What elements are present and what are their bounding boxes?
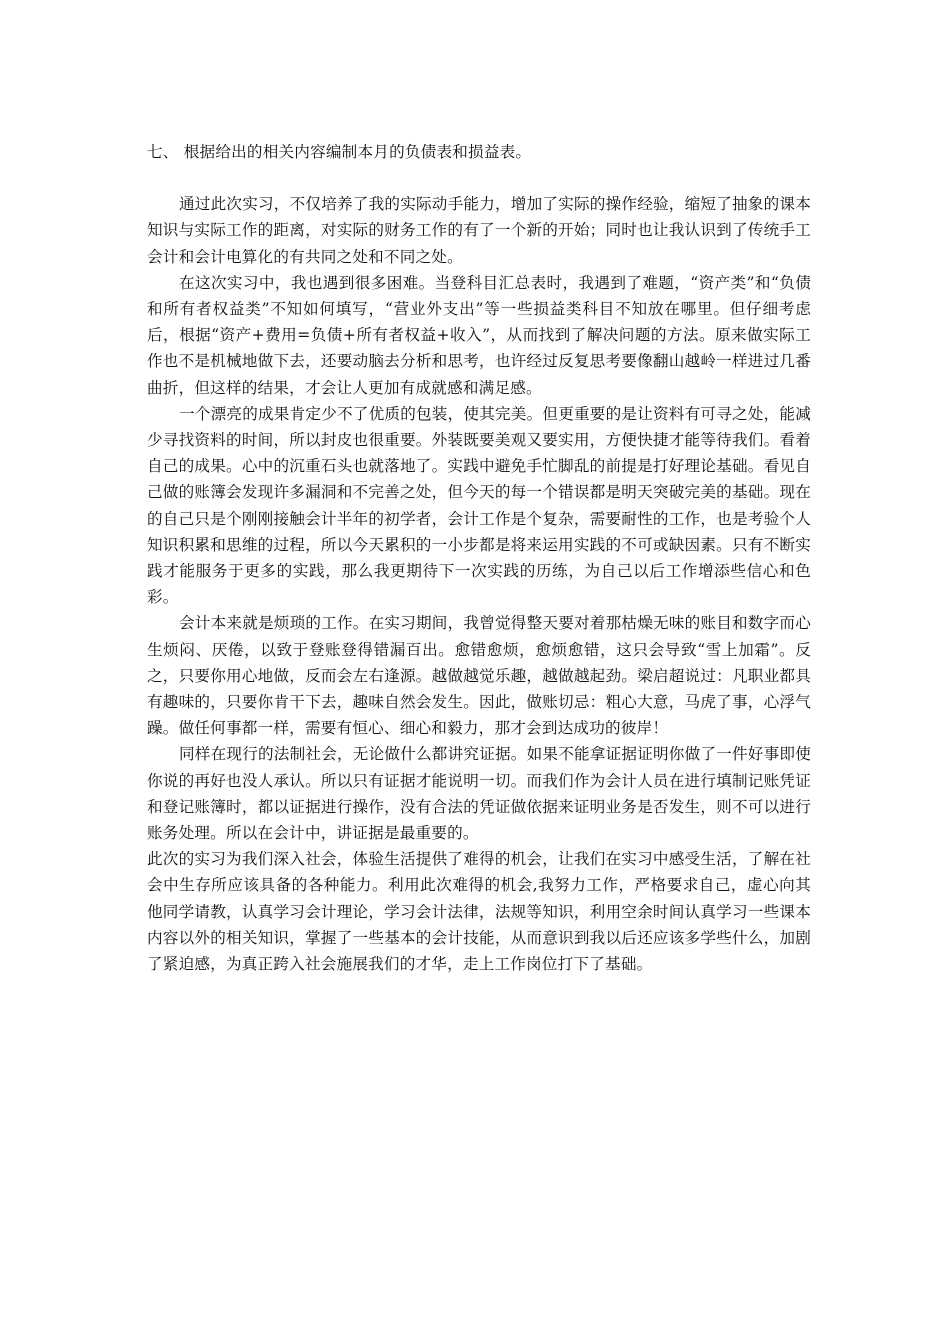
paragraph-packaging-and-practice: 一个漂亮的成果肯定少不了优质的包装，使其完美。但更重要的是让资料有可寻之处，能减少寻找资料的时间，所以封皮也很重要。外装既要美观又要实用，方便快捷才能等待我们。看着自己的成果。心中的沉重石头也就落地了。实践中避免手忙脚乱的前提是打好理论基础。看见自己做的账簿会发现许多漏洞和不完善之处，但今天的每一个错误都是明天突破完美的基础。现在的自己只是个刚刚接触会计半年的初学者，会计工作是个复杂，需要耐性的工作，也是考验个人知识积累和思维的过程，所以今天累积的一小步都是将来运用实践的不可或缺因素。只有不断实践才能服务于更多的实践，那么我更期待下一次实践的历练，为自己以后工作增添些信心和色彩。 bbox=[147, 404, 811, 607]
paragraph-difficulties: 在这次实习中，我也遇到很多困难。当登科目汇总表时，我遇到了难题，“资产类”和“负债和所有者权益类”不知如何填写，“营业外支出”等一些损益类科目不知放在哪里。但仔细考虑后，根据“资产+费用=负债+所有者权益+收入”，从而找到了解决问题的方法。原来做实际工作也不是机械地做下去，还要动脑去分析和思考，也许经过反复思考要像翻山越岭一样进过几番曲折，但这样的结果，才会让人更加有成就感和满足感。 bbox=[147, 273, 811, 397]
paragraph-internship-gains: 通过此次实习，不仅培养了我的实际动手能力，增加了实际的操作经验，缩短了抽象的课本知识与实际工作的距离，对实际的财务工作的有了一个新的开始；同时也让我认识到了传统手工会计和会计电算化的有共同之处和不同之处。 bbox=[147, 195, 811, 266]
paragraph-evidence: 同样在现行的法制社会，无论做什么都讲究证据。如果不能拿证据证明你做了一件好事即使你说的再好也没人承认。所以只有证据才能说明一切。而我们作为会计人员在进行填制记账凭证和登记账簿时，都以证据进行操作，没有合法的凭证做依据来证明业务是否发生，则不可以进行账务处理。所以在会计中，讲证据是最重要的。 bbox=[147, 745, 811, 843]
paragraph-conclusion: 此次的实习为我们深入社会，体验生活提供了难得的机会，让我们在实习中感受生活，了解在社会中生存所应该具备的各种能力。利用此次难得的机会,我努力工作，严格要求自己，虚心向其他同学请教，认真学习会计理论，学习会计法律，法规等知识，利用空余时间认真学习一些课本内容以外的相关知识，掌握了一些基本的会计技能，从而意识到我以后还应该多学些什么，加剧了紧迫感，为真正跨入社会施展我们的才华，走上工作岗位打下了基础。 bbox=[147, 850, 811, 974]
paragraph-accounting-tedious: 会计本来就是烦琐的工作。在实习期间，我曾觉得整天要对着那枯燥无味的账目和数字而心生烦闷、厌倦，以致于登账登得错漏百出。愈错愈烦，愈烦愈错，这只会导致“雪上加霜”。反之，只要你用心地做，反而会左右逢源。越做越觉乐趣，越做越起劲。梁启超说过：凡职业都具有趣味的，只要你肯干下去，趣味自然会发生。因此，做账切忌：粗心大意，马虎了事，心浮气躁。做任何事都一样，需要有恒心、细心和毅力，那才会到达成功的彼岸！ bbox=[147, 614, 811, 738]
section-heading: 七、 根据给出的相关内容编制本月的负债表和损益表。 bbox=[147, 143, 532, 161]
document-body bbox=[147, 139, 811, 977]
